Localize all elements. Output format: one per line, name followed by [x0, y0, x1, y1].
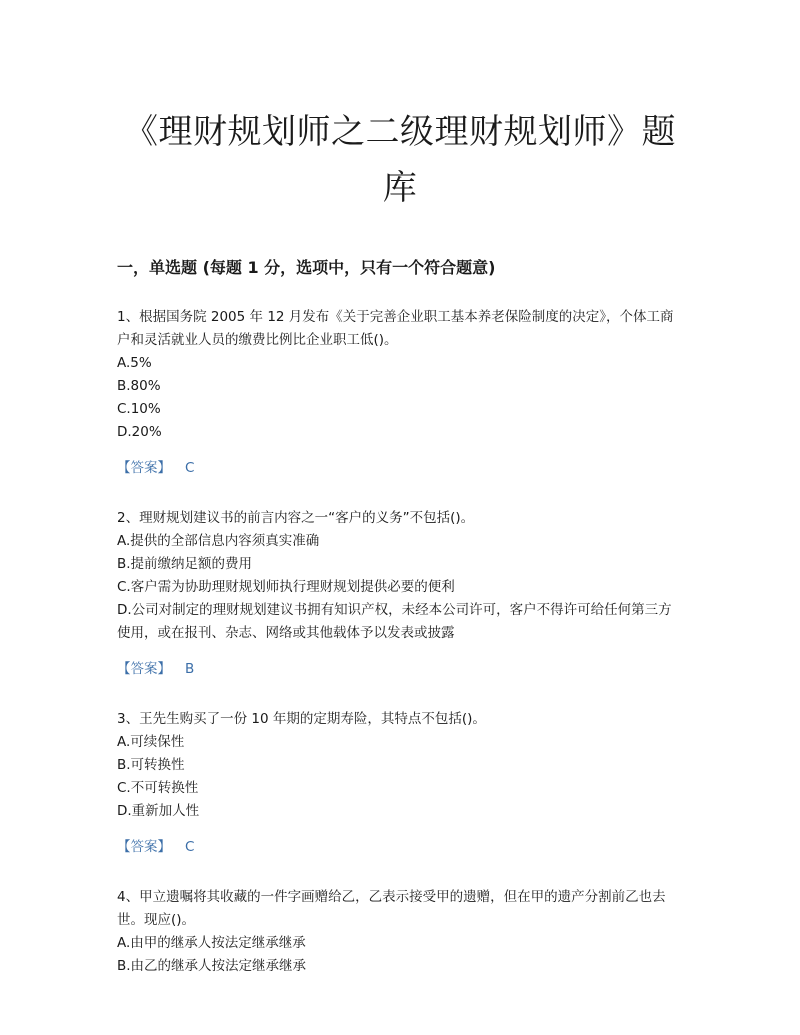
option-b: B.可转换性 [117, 757, 185, 773]
option-b: B.提前缴纳足额的费用 [117, 556, 253, 572]
question-1 [117, 306, 683, 479]
question-3 [117, 708, 683, 858]
answer-label: 【答案】 [117, 839, 171, 855]
answer-value: C [185, 839, 195, 855]
option-a: A.提供的全部信息内容须真实准确 [117, 533, 320, 549]
question-2 [117, 507, 683, 680]
question-stem: 1、根据国务院 2005 年 12 月发布《关于完善企业职工基本养老保险制度的决定》，个体工商户和灵活就业人员的缴费比例比企业职工低()。 [117, 309, 674, 348]
answer-value: C [185, 460, 195, 476]
option-a: A.5% [117, 355, 152, 371]
option-b: B.由乙的继承人按法定继承继承 [117, 958, 307, 974]
answer-label: 【答案】 [117, 661, 171, 677]
option-d: D.公司对制定的理财规划建议书拥有知识产权，未经本公司许可，客户不得许可给任何第三方使用，或在报刊、杂志、网络或其他载体予以发表或披露 [117, 602, 672, 641]
question-stem: 3、王先生购买了一份 10 年期的定期寿险，其特点不包括()。 [117, 711, 486, 727]
option-d: D.20% [117, 424, 162, 440]
answer-label: 【答案】 [117, 460, 171, 476]
answer-line [117, 658, 683, 680]
option-c: C.10% [117, 401, 161, 417]
section-heading: 一，单选题 (每题 1 分，选项中，只有一个符合题意) [117, 258, 496, 277]
question-stem: 2、理财规划建议书的前言内容之一“客户的义务”不包括()。 [117, 510, 475, 526]
document-title: 《理财规划师之二级理财规划师》题库 [124, 112, 676, 208]
answer-line [117, 457, 683, 479]
option-d: D.重新加人性 [117, 803, 200, 819]
option-c: C.不可转换性 [117, 780, 199, 796]
option-a: A.可续保性 [117, 734, 185, 750]
option-b: B.80% [117, 378, 161, 394]
question-stem: 4、甲立遗嘱将其收藏的一件字画赠给乙，乙表示接受甲的遗赠，但在甲的遗产分割前乙也去世。现应()。 [117, 889, 666, 928]
answer-line [117, 836, 683, 858]
option-a: A.由甲的继承人按法定继承继承 [117, 935, 306, 951]
question-4 [117, 886, 683, 978]
option-c: C.客户需为协助理财规划师执行理财规划提供必要的便利 [117, 579, 455, 595]
answer-value: B [185, 661, 195, 677]
